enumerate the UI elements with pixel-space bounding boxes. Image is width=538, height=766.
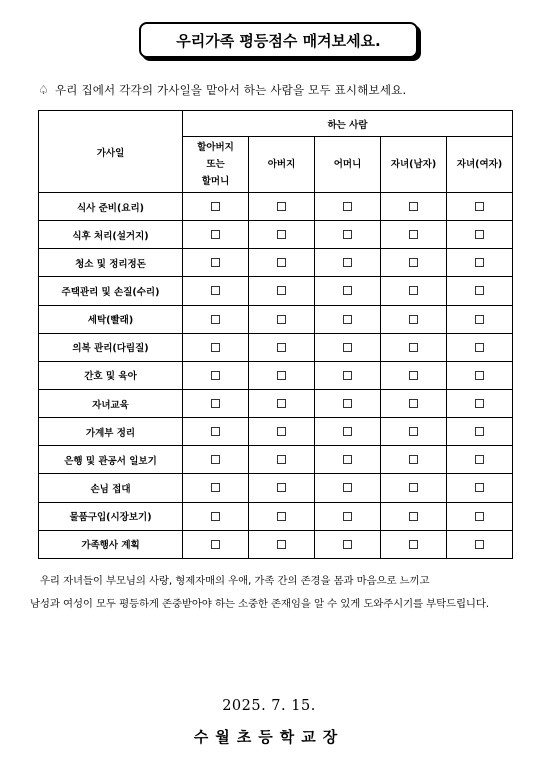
checkbox-icon[interactable] (409, 202, 418, 211)
checkbox-icon[interactable] (343, 427, 352, 436)
chore-label: 가계부 정리 (39, 418, 183, 446)
checkbox-cell (249, 474, 315, 502)
table-row (39, 361, 513, 389)
checkbox-icon[interactable] (475, 455, 484, 464)
checkbox-icon[interactable] (277, 512, 286, 521)
closing-message (30, 570, 516, 616)
checkbox-icon[interactable] (211, 399, 220, 408)
checkbox-icon[interactable] (343, 371, 352, 380)
checkbox-cell (249, 277, 315, 305)
checkbox-cell (447, 305, 513, 333)
checkbox-cell (183, 361, 249, 389)
checkbox-cell (447, 530, 513, 558)
checkbox-cell (381, 193, 447, 221)
checkbox-icon[interactable] (211, 512, 220, 521)
chore-label: 세탁(빨래) (39, 305, 183, 333)
checkbox-icon[interactable] (211, 286, 220, 295)
checkbox-icon[interactable] (409, 343, 418, 352)
checkbox-icon[interactable] (475, 371, 484, 380)
checkbox-cell (315, 305, 381, 333)
checkbox-cell (249, 530, 315, 558)
checkbox-icon[interactable] (343, 315, 352, 324)
checkbox-cell (249, 193, 315, 221)
checkbox-cell (249, 221, 315, 249)
chore-label: 은행 및 관공서 일보기 (39, 446, 183, 474)
chore-label: 식후 처리(설거지) (39, 221, 183, 249)
checkbox-cell (249, 333, 315, 361)
checkbox-cell (315, 502, 381, 530)
person-column-header (315, 137, 381, 193)
checkbox-cell (183, 530, 249, 558)
checkbox-icon[interactable] (343, 455, 352, 464)
checkbox-cell (315, 221, 381, 249)
checkbox-cell (315, 277, 381, 305)
table-row (39, 305, 513, 333)
chore-label: 식사 준비(요리) (39, 193, 183, 221)
checkbox-cell (249, 249, 315, 277)
person-header-line: 자녀(남자) (390, 159, 437, 170)
checkbox-icon[interactable] (211, 258, 220, 267)
checkbox-cell (249, 502, 315, 530)
checkbox-icon[interactable] (343, 512, 352, 521)
checkbox-icon[interactable] (277, 427, 286, 436)
checkbox-icon[interactable] (211, 483, 220, 492)
checkbox-cell (381, 446, 447, 474)
page-title: 우리가족 평등점수 매겨보세요. (139, 22, 418, 58)
checkbox-cell (447, 474, 513, 502)
table-row (39, 389, 513, 417)
checkbox-cell (183, 474, 249, 502)
checkbox-icon[interactable] (343, 483, 352, 492)
checkbox-icon[interactable] (277, 371, 286, 380)
checkbox-icon[interactable] (211, 230, 220, 239)
checkbox-icon[interactable] (277, 230, 286, 239)
table-row (39, 333, 513, 361)
checkbox-cell (447, 193, 513, 221)
checkbox-icon[interactable] (277, 202, 286, 211)
checkbox-cell (249, 389, 315, 417)
checkbox-cell (249, 361, 315, 389)
table-row (39, 530, 513, 558)
chore-label: 손님 접대 (39, 474, 183, 502)
checkbox-icon[interactable] (409, 427, 418, 436)
checkbox-icon[interactable] (277, 258, 286, 267)
person-header-line: 자녀(여자) (456, 159, 503, 170)
person-column-header (183, 137, 249, 193)
person-header-line: 또는 (206, 159, 225, 170)
checkbox-cell (183, 193, 249, 221)
checkbox-cell (381, 333, 447, 361)
checkbox-icon[interactable] (343, 202, 352, 211)
checkbox-cell (447, 221, 513, 249)
person-header-line: 할머니 (201, 176, 230, 187)
checkbox-cell (447, 333, 513, 361)
checkbox-icon[interactable] (475, 427, 484, 436)
chore-label: 물품구입(시장보기) (39, 502, 183, 530)
checkbox-cell (315, 474, 381, 502)
table-row (39, 193, 513, 221)
checkbox-cell (249, 446, 315, 474)
checkbox-icon[interactable] (277, 540, 286, 549)
checkbox-cell (447, 277, 513, 305)
checkbox-cell (249, 305, 315, 333)
chore-label: 가족행사 계획 (39, 530, 183, 558)
table-row (39, 418, 513, 446)
checkbox-cell (447, 361, 513, 389)
checkbox-cell (183, 502, 249, 530)
checkbox-cell (381, 249, 447, 277)
chore-label: 간호 및 육아 (39, 361, 183, 389)
checkbox-icon[interactable] (409, 540, 418, 549)
checkbox-cell (447, 446, 513, 474)
checkbox-cell (447, 502, 513, 530)
checkbox-icon[interactable] (409, 230, 418, 239)
checkbox-icon[interactable] (211, 427, 220, 436)
checkbox-cell (315, 389, 381, 417)
checkbox-icon[interactable] (409, 399, 418, 408)
checkbox-cell (381, 305, 447, 333)
checkbox-cell (381, 277, 447, 305)
checkbox-cell (381, 502, 447, 530)
checkbox-icon[interactable] (475, 483, 484, 492)
checkbox-icon[interactable] (343, 540, 352, 549)
person-column-header (447, 137, 513, 193)
document-date: 2025. 7. 15. (222, 698, 316, 714)
checkbox-icon[interactable] (409, 483, 418, 492)
checkbox-icon[interactable] (409, 512, 418, 521)
checkbox-cell (315, 530, 381, 558)
checkbox-icon[interactable] (277, 399, 286, 408)
table-row (39, 502, 513, 530)
checkbox-icon[interactable] (475, 540, 484, 549)
table-row (39, 249, 513, 277)
chore-label: 의복 관리(다림질) (39, 333, 183, 361)
person-header-line: 아버지 (267, 159, 296, 170)
checkbox-cell (381, 530, 447, 558)
closing-line-1: 우리 자녀들이 부모님의 사랑, 형제자매의 우애, 가족 간의 존경을 몸과 마음으로 느끼고 (40, 575, 430, 587)
checkbox-icon[interactable] (475, 343, 484, 352)
table-row (39, 446, 513, 474)
checkbox-cell (381, 389, 447, 417)
checkbox-cell (315, 446, 381, 474)
checkbox-cell (183, 333, 249, 361)
chores-table (38, 110, 513, 559)
checkbox-icon[interactable] (211, 455, 220, 464)
checkbox-icon[interactable] (475, 258, 484, 267)
checkbox-icon[interactable] (211, 343, 220, 352)
checkbox-cell (315, 249, 381, 277)
checkbox-icon[interactable] (277, 315, 286, 324)
checkbox-icon[interactable] (277, 455, 286, 464)
checkbox-cell (249, 418, 315, 446)
checkbox-icon[interactable] (409, 315, 418, 324)
checkbox-icon[interactable] (409, 286, 418, 295)
table-row (39, 277, 513, 305)
person-header-line: 할아버지 (197, 142, 234, 153)
chore-label: 주택관리 및 손질(수리) (39, 277, 183, 305)
chore-column-header: 가사일 (39, 111, 183, 193)
spade-bullet-icon: ♤ (38, 83, 49, 97)
checkbox-cell (183, 249, 249, 277)
checkbox-cell (381, 474, 447, 502)
checkbox-cell (183, 305, 249, 333)
checkbox-icon[interactable] (277, 483, 286, 492)
checkbox-cell (447, 249, 513, 277)
checkbox-icon[interactable] (475, 399, 484, 408)
checkbox-cell (183, 446, 249, 474)
checkbox-icon[interactable] (211, 540, 220, 549)
checkbox-cell (315, 333, 381, 361)
checkbox-icon[interactable] (277, 343, 286, 352)
checkbox-cell (315, 193, 381, 221)
checkbox-icon[interactable] (475, 230, 484, 239)
checkbox-icon[interactable] (277, 286, 286, 295)
checkbox-cell (183, 277, 249, 305)
checkbox-icon[interactable] (211, 315, 220, 324)
instruction-text: 우리 집에서 각각의 가사일을 맡아서 하는 사람을 모두 표시해보세요. (54, 83, 407, 97)
checkbox-cell (315, 361, 381, 389)
checkbox-cell (447, 389, 513, 417)
checkbox-cell (183, 418, 249, 446)
person-header-line: 어머니 (333, 159, 362, 170)
person-column-header (249, 137, 315, 193)
checkbox-icon[interactable] (475, 512, 484, 521)
checkbox-icon[interactable] (343, 258, 352, 267)
checkbox-icon[interactable] (211, 202, 220, 211)
checkbox-icon[interactable] (409, 455, 418, 464)
chore-label: 자녀교육 (39, 389, 183, 417)
checkbox-icon[interactable] (475, 286, 484, 295)
checkbox-cell (381, 221, 447, 249)
checkbox-cell (381, 418, 447, 446)
checkbox-cell (183, 389, 249, 417)
table-row (39, 474, 513, 502)
performer-group-header: 하는 사람 (183, 111, 513, 137)
checkbox-cell (447, 418, 513, 446)
person-column-header (381, 137, 447, 193)
checkbox-icon[interactable] (343, 399, 352, 408)
checkbox-icon[interactable] (343, 286, 352, 295)
school-principal-signature: 수월초등학교장 (193, 728, 345, 746)
checkbox-icon[interactable] (343, 230, 352, 239)
checkbox-cell (381, 361, 447, 389)
table-row (39, 221, 513, 249)
checkbox-icon[interactable] (475, 315, 484, 324)
checkbox-icon[interactable] (475, 202, 484, 211)
instruction (38, 82, 508, 98)
checkbox-cell (183, 221, 249, 249)
closing-line-2: 남성과 여성이 모두 평등하게 존중받아야 하는 소중한 존재임을 알 수 있게 도와주시기를 부탁드립니다. (30, 598, 490, 610)
checkbox-icon[interactable] (343, 343, 352, 352)
chore-label: 청소 및 정리정돈 (39, 249, 183, 277)
checkbox-icon[interactable] (409, 258, 418, 267)
checkbox-icon[interactable] (211, 371, 220, 380)
checkbox-cell (315, 418, 381, 446)
checkbox-icon[interactable] (409, 371, 418, 380)
